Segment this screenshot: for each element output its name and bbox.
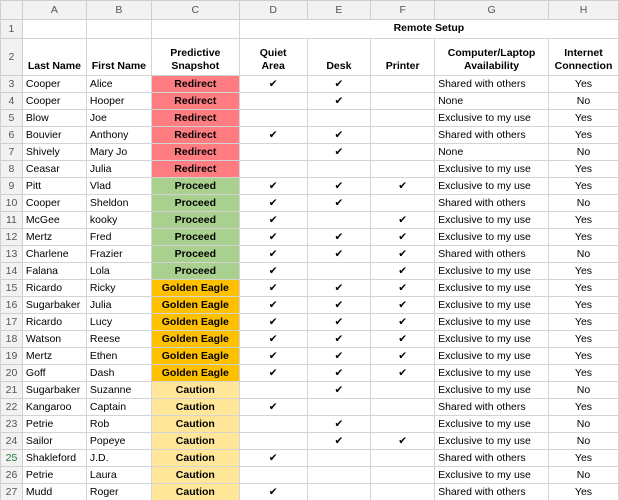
computer-availability-cell[interactable]: Shared with others: [435, 484, 549, 500]
snapshot-cell[interactable]: Redirect: [151, 127, 239, 144]
printer-cell[interactable]: [371, 450, 435, 467]
last-name-cell[interactable]: Cooper: [22, 195, 86, 212]
cell-a1[interactable]: [22, 20, 86, 39]
printer-cell[interactable]: ✔: [371, 178, 435, 195]
table-row: [1, 416, 619, 433]
desk-cell[interactable]: [307, 263, 371, 280]
table-row: [1, 127, 619, 144]
column-header-row: [1, 1, 619, 20]
snapshot-cell[interactable]: Golden Eagle: [151, 365, 239, 382]
desk-cell[interactable]: ✔: [307, 297, 371, 314]
desk-cell[interactable]: ✔: [307, 382, 371, 399]
computer-availability-cell[interactable]: Exclusive to my use: [435, 416, 549, 433]
desk-cell[interactable]: ✔: [307, 331, 371, 348]
header-row-2: [1, 39, 619, 76]
snapshot-cell[interactable]: Proceed: [151, 229, 239, 246]
printer-cell[interactable]: [371, 399, 435, 416]
first-name-cell[interactable]: Hooper: [86, 93, 151, 110]
snapshot-cell[interactable]: Redirect: [151, 110, 239, 127]
desk-cell[interactable]: [307, 161, 371, 178]
row-number[interactable]: 23: [1, 416, 23, 433]
last-name-cell[interactable]: Watson: [22, 331, 86, 348]
quiet-area-cell[interactable]: [239, 416, 307, 433]
table-row: [1, 433, 619, 450]
first-name-cell[interactable]: Suzanne: [86, 382, 151, 399]
last-name-cell[interactable]: Goff: [22, 365, 86, 382]
snapshot-cell[interactable]: Caution: [151, 484, 239, 500]
desk-cell[interactable]: ✔: [307, 246, 371, 263]
table-row: [1, 297, 619, 314]
header-line: Availability: [464, 60, 520, 72]
predictive-snapshot-header[interactable]: [151, 39, 239, 76]
table-row: [1, 93, 619, 110]
desk-cell[interactable]: ✔: [307, 280, 371, 297]
printer-cell[interactable]: ✔: [371, 314, 435, 331]
header-row-1: [1, 20, 619, 39]
cell-b1[interactable]: [86, 20, 151, 39]
printer-cell[interactable]: [371, 382, 435, 399]
first-name-cell[interactable]: Fred: [86, 229, 151, 246]
last-name-cell[interactable]: Bouvier: [22, 127, 86, 144]
column-header-d[interactable]: D: [239, 1, 307, 20]
row-number[interactable]: 21: [1, 382, 23, 399]
internet-connection-cell[interactable]: Yes: [548, 161, 618, 178]
column-header-a[interactable]: A: [22, 1, 86, 20]
row-number[interactable]: 22: [1, 399, 23, 416]
first-name-cell[interactable]: Frazier: [86, 246, 151, 263]
printer-cell[interactable]: ✔: [371, 297, 435, 314]
printer-cell[interactable]: [371, 416, 435, 433]
last-name-cell[interactable]: Charlene: [22, 246, 86, 263]
first-name-cell[interactable]: Sheldon: [86, 195, 151, 212]
table-row: [1, 263, 619, 280]
row-number[interactable]: 15: [1, 280, 23, 297]
table-row: [1, 365, 619, 382]
computer-availability-cell[interactable]: None: [435, 144, 549, 161]
row-number[interactable]: 14: [1, 263, 23, 280]
first-name-cell[interactable]: kooky: [86, 212, 151, 229]
table-row: [1, 76, 619, 93]
last-name-header[interactable]: Last Name: [22, 39, 86, 76]
snapshot-cell[interactable]: Golden Eagle: [151, 297, 239, 314]
computer-availability-cell[interactable]: Shared with others: [435, 76, 549, 93]
internet-connection-cell[interactable]: No: [548, 144, 618, 161]
table-row: [1, 246, 619, 263]
first-name-header[interactable]: First Name: [86, 39, 151, 76]
row-number[interactable]: 6: [1, 127, 23, 144]
internet-connection-cell[interactable]: No: [548, 467, 618, 484]
desk-cell[interactable]: [307, 399, 371, 416]
snapshot-cell[interactable]: Proceed: [151, 195, 239, 212]
snapshot-cell[interactable]: Caution: [151, 450, 239, 467]
computer-availability-cell[interactable]: Exclusive to my use: [435, 178, 549, 195]
quiet-area-cell[interactable]: [239, 382, 307, 399]
first-name-cell[interactable]: Captain: [86, 399, 151, 416]
internet-connection-cell[interactable]: Yes: [548, 127, 618, 144]
desk-cell[interactable]: ✔: [307, 127, 371, 144]
quiet-area-cell[interactable]: ✔: [239, 365, 307, 382]
last-name-cell[interactable]: Shively: [22, 144, 86, 161]
printer-cell[interactable]: [371, 127, 435, 144]
desk-cell[interactable]: ✔: [307, 348, 371, 365]
computer-availability-header[interactable]: [435, 39, 549, 76]
table-row: [1, 212, 619, 229]
internet-connection-cell[interactable]: Yes: [548, 314, 618, 331]
last-name-cell[interactable]: Kangaroo: [22, 399, 86, 416]
printer-cell[interactable]: ✔: [371, 348, 435, 365]
desk-cell[interactable]: ✔: [307, 93, 371, 110]
last-name-cell[interactable]: Pitt: [22, 178, 86, 195]
quiet-area-cell[interactable]: ✔: [239, 263, 307, 280]
quiet-area-cell[interactable]: [239, 144, 307, 161]
last-name-cell[interactable]: Sugarbaker: [22, 382, 86, 399]
computer-availability-cell[interactable]: Exclusive to my use: [435, 348, 549, 365]
quiet-area-cell[interactable]: [239, 433, 307, 450]
internet-connection-cell[interactable]: No: [548, 416, 618, 433]
column-header-h[interactable]: H: [548, 1, 618, 20]
last-name-cell[interactable]: Ceasar: [22, 161, 86, 178]
snapshot-cell[interactable]: Proceed: [151, 246, 239, 263]
header-line: Internet: [564, 47, 603, 59]
printer-cell[interactable]: [371, 144, 435, 161]
row-number[interactable]: 18: [1, 331, 23, 348]
printer-cell[interactable]: [371, 467, 435, 484]
snapshot-cell[interactable]: Redirect: [151, 161, 239, 178]
internet-connection-cell[interactable]: Yes: [548, 229, 618, 246]
table-row: [1, 467, 619, 484]
table-row: [1, 450, 619, 467]
table-row: [1, 484, 619, 500]
last-name-cell[interactable]: Ricardo: [22, 314, 86, 331]
quiet-area-cell[interactable]: ✔: [239, 484, 307, 500]
desk-cell[interactable]: ✔: [307, 416, 371, 433]
desk-cell[interactable]: ✔: [307, 144, 371, 161]
quiet-area-cell[interactable]: ✔: [239, 280, 307, 297]
row-number[interactable]: 8: [1, 161, 23, 178]
row-number[interactable]: 11: [1, 212, 23, 229]
internet-connection-cell[interactable]: Yes: [548, 348, 618, 365]
quiet-area-cell[interactable]: ✔: [239, 399, 307, 416]
first-name-cell[interactable]: Reese: [86, 331, 151, 348]
table-row: [1, 161, 619, 178]
desk-cell[interactable]: [307, 110, 371, 127]
internet-connection-cell[interactable]: No: [548, 195, 618, 212]
computer-availability-cell[interactable]: Shared with others: [435, 195, 549, 212]
snapshot-cell[interactable]: Golden Eagle: [151, 280, 239, 297]
first-name-cell[interactable]: Julia: [86, 297, 151, 314]
row-number[interactable]: 19: [1, 348, 23, 365]
printer-cell[interactable]: [371, 110, 435, 127]
desk-cell[interactable]: [307, 484, 371, 500]
snapshot-cell[interactable]: Golden Eagle: [151, 314, 239, 331]
printer-cell[interactable]: ✔: [371, 365, 435, 382]
first-name-cell[interactable]: Alice: [86, 76, 151, 93]
column-header-e[interactable]: E: [307, 1, 371, 20]
header-line: Quiet: [259, 47, 287, 59]
last-name-cell[interactable]: Petrie: [22, 416, 86, 433]
desk-cell[interactable]: [307, 467, 371, 484]
cell-c1[interactable]: [151, 20, 239, 39]
computer-availability-cell[interactable]: Exclusive to my use: [435, 433, 549, 450]
last-name-cell[interactable]: Mertz: [22, 348, 86, 365]
row-number[interactable]: 5: [1, 110, 23, 127]
last-name-cell[interactable]: Cooper: [22, 76, 86, 93]
quiet-area-cell[interactable]: [239, 110, 307, 127]
select-all-corner[interactable]: [1, 1, 23, 20]
quiet-area-cell[interactable]: [239, 467, 307, 484]
row-number[interactable]: 3: [1, 76, 23, 93]
first-name-cell[interactable]: Lola: [86, 263, 151, 280]
first-name-cell[interactable]: Lucy: [86, 314, 151, 331]
table-row: [1, 280, 619, 297]
desk-header[interactable]: Desk: [307, 39, 371, 76]
first-name-cell[interactable]: Popeye: [86, 433, 151, 450]
snapshot-cell[interactable]: Proceed: [151, 263, 239, 280]
internet-connection-cell[interactable]: Yes: [548, 297, 618, 314]
first-name-cell[interactable]: Joe: [86, 110, 151, 127]
row-number[interactable]: 25: [1, 450, 23, 467]
internet-connection-cell[interactable]: No: [548, 433, 618, 450]
printer-cell[interactable]: ✔: [371, 263, 435, 280]
desk-cell[interactable]: ✔: [307, 229, 371, 246]
table-row: [1, 110, 619, 127]
row-number[interactable]: 27: [1, 484, 23, 500]
quiet-area-cell[interactable]: ✔: [239, 314, 307, 331]
last-name-cell[interactable]: Sugarbaker: [22, 297, 86, 314]
printer-cell[interactable]: ✔: [371, 212, 435, 229]
internet-connection-cell[interactable]: No: [548, 246, 618, 263]
table-row: [1, 178, 619, 195]
desk-cell[interactable]: ✔: [307, 76, 371, 93]
row-number[interactable]: 24: [1, 433, 23, 450]
desk-cell[interactable]: [307, 212, 371, 229]
row-number[interactable]: 16: [1, 297, 23, 314]
quiet-area-cell[interactable]: ✔: [239, 331, 307, 348]
row-number[interactable]: 9: [1, 178, 23, 195]
last-name-cell[interactable]: Sailor: [22, 433, 86, 450]
remote-setup-header[interactable]: Remote Setup: [239, 20, 618, 39]
last-name-cell[interactable]: Cooper: [22, 93, 86, 110]
first-name-cell[interactable]: Rob: [86, 416, 151, 433]
snapshot-cell[interactable]: Golden Eagle: [151, 348, 239, 365]
printer-cell[interactable]: [371, 76, 435, 93]
printer-cell[interactable]: ✔: [371, 331, 435, 348]
row-number[interactable]: 20: [1, 365, 23, 382]
computer-availability-cell[interactable]: Exclusive to my use: [435, 212, 549, 229]
printer-cell[interactable]: [371, 484, 435, 500]
quiet-area-cell[interactable]: ✔: [239, 450, 307, 467]
snapshot-cell[interactable]: Caution: [151, 467, 239, 484]
last-name-cell[interactable]: Falana: [22, 263, 86, 280]
row-number[interactable]: 12: [1, 229, 23, 246]
computer-availability-cell[interactable]: Shared with others: [435, 399, 549, 416]
column-header-f[interactable]: F: [371, 1, 435, 20]
printer-cell[interactable]: [371, 161, 435, 178]
printer-cell[interactable]: ✔: [371, 229, 435, 246]
table-row: [1, 399, 619, 416]
first-name-cell[interactable]: Vlad: [86, 178, 151, 195]
last-name-cell[interactable]: Petrie: [22, 467, 86, 484]
internet-connection-cell[interactable]: Yes: [548, 450, 618, 467]
snapshot-cell[interactable]: Caution: [151, 416, 239, 433]
internet-connection-cell[interactable]: Yes: [548, 76, 618, 93]
first-name-cell[interactable]: Anthony: [86, 127, 151, 144]
quiet-area-cell[interactable]: ✔: [239, 127, 307, 144]
row-number[interactable]: 4: [1, 93, 23, 110]
last-name-cell[interactable]: Mudd: [22, 484, 86, 500]
last-name-cell[interactable]: Ricardo: [22, 280, 86, 297]
internet-connection-cell[interactable]: Yes: [548, 484, 618, 500]
table-row: [1, 348, 619, 365]
snapshot-cell[interactable]: Redirect: [151, 93, 239, 110]
header-line: Connection: [554, 60, 613, 72]
snapshot-cell[interactable]: Caution: [151, 399, 239, 416]
table-row: [1, 229, 619, 246]
snapshot-cell[interactable]: Proceed: [151, 212, 239, 229]
internet-connection-cell[interactable]: No: [548, 93, 618, 110]
desk-cell[interactable]: ✔: [307, 365, 371, 382]
first-name-cell[interactable]: Laura: [86, 467, 151, 484]
first-name-cell[interactable]: Ricky: [86, 280, 151, 297]
quiet-area-cell[interactable]: ✔: [239, 229, 307, 246]
desk-cell[interactable]: [307, 450, 371, 467]
last-name-cell[interactable]: Mertz: [22, 229, 86, 246]
first-name-cell[interactable]: Mary Jo: [86, 144, 151, 161]
internet-connection-cell[interactable]: Yes: [548, 331, 618, 348]
last-name-cell[interactable]: McGee: [22, 212, 86, 229]
computer-availability-cell[interactable]: Exclusive to my use: [435, 382, 549, 399]
quiet-area-cell[interactable]: [239, 93, 307, 110]
printer-cell[interactable]: [371, 195, 435, 212]
quiet-area-cell[interactable]: ✔: [239, 195, 307, 212]
computer-availability-cell[interactable]: Exclusive to my use: [435, 263, 549, 280]
first-name-cell[interactable]: J.D.: [86, 450, 151, 467]
header-line: Computer/Laptop: [447, 47, 536, 59]
computer-availability-cell[interactable]: Shared with others: [435, 127, 549, 144]
printer-header[interactable]: Printer: [371, 39, 435, 76]
computer-availability-cell[interactable]: Exclusive to my use: [435, 467, 549, 484]
computer-availability-cell[interactable]: Exclusive to my use: [435, 280, 549, 297]
quiet-area-cell[interactable]: ✔: [239, 246, 307, 263]
snapshot-cell[interactable]: Redirect: [151, 76, 239, 93]
printer-cell[interactable]: ✔: [371, 433, 435, 450]
quiet-area-cell[interactable]: [239, 161, 307, 178]
internet-connection-header[interactable]: [548, 39, 618, 76]
printer-cell[interactable]: [371, 93, 435, 110]
computer-availability-cell[interactable]: Shared with others: [435, 450, 549, 467]
internet-connection-cell[interactable]: Yes: [548, 263, 618, 280]
quiet-area-cell[interactable]: ✔: [239, 76, 307, 93]
header-line: Snapshot: [171, 60, 220, 72]
computer-availability-cell[interactable]: Exclusive to my use: [435, 314, 549, 331]
internet-connection-cell[interactable]: Yes: [548, 212, 618, 229]
row-number[interactable]: 7: [1, 144, 23, 161]
table-row: [1, 331, 619, 348]
quiet-area-cell[interactable]: ✔: [239, 212, 307, 229]
snapshot-cell[interactable]: Caution: [151, 433, 239, 450]
internet-connection-cell[interactable]: Yes: [548, 110, 618, 127]
row-number[interactable]: 13: [1, 246, 23, 263]
computer-availability-cell[interactable]: Exclusive to my use: [435, 365, 549, 382]
internet-connection-cell[interactable]: Yes: [548, 365, 618, 382]
snapshot-cell[interactable]: Golden Eagle: [151, 331, 239, 348]
row-number[interactable]: 1: [1, 20, 23, 39]
printer-cell[interactable]: ✔: [371, 246, 435, 263]
quiet-area-cell[interactable]: ✔: [239, 348, 307, 365]
last-name-cell[interactable]: Blow: [22, 110, 86, 127]
snapshot-cell[interactable]: Redirect: [151, 144, 239, 161]
internet-connection-cell[interactable]: No: [548, 382, 618, 399]
desk-cell[interactable]: ✔: [307, 195, 371, 212]
computer-availability-cell[interactable]: Exclusive to my use: [435, 110, 549, 127]
last-name-cell[interactable]: Shakleford: [22, 450, 86, 467]
computer-availability-cell[interactable]: Shared with others: [435, 246, 549, 263]
quiet-area-cell[interactable]: ✔: [239, 297, 307, 314]
computer-availability-cell[interactable]: Exclusive to my use: [435, 331, 549, 348]
snapshot-cell[interactable]: Proceed: [151, 178, 239, 195]
table-row: [1, 314, 619, 331]
column-header-b[interactable]: B: [86, 1, 151, 20]
printer-cell[interactable]: ✔: [371, 280, 435, 297]
desk-cell[interactable]: ✔: [307, 433, 371, 450]
row-number[interactable]: 26: [1, 467, 23, 484]
internet-connection-cell[interactable]: Yes: [548, 280, 618, 297]
internet-connection-cell[interactable]: Yes: [548, 399, 618, 416]
first-name-cell[interactable]: Julia: [86, 161, 151, 178]
first-name-cell[interactable]: Roger: [86, 484, 151, 500]
table-row: [1, 144, 619, 161]
first-name-cell[interactable]: Ethen: [86, 348, 151, 365]
quiet-area-header[interactable]: [239, 39, 307, 76]
computer-availability-cell[interactable]: Exclusive to my use: [435, 229, 549, 246]
table-row: [1, 195, 619, 212]
row-number[interactable]: 17: [1, 314, 23, 331]
header-line: Area: [261, 60, 285, 72]
column-header-c[interactable]: C: [151, 1, 239, 20]
internet-connection-cell[interactable]: Yes: [548, 178, 618, 195]
computer-availability-cell[interactable]: None: [435, 93, 549, 110]
computer-availability-cell[interactable]: Exclusive to my use: [435, 297, 549, 314]
computer-availability-cell[interactable]: Exclusive to my use: [435, 161, 549, 178]
row-number[interactable]: 2: [1, 39, 23, 76]
desk-cell[interactable]: ✔: [307, 178, 371, 195]
column-header-g[interactable]: G: [435, 1, 549, 20]
quiet-area-cell[interactable]: ✔: [239, 178, 307, 195]
first-name-cell[interactable]: Dash: [86, 365, 151, 382]
desk-cell[interactable]: ✔: [307, 314, 371, 331]
snapshot-cell[interactable]: Caution: [151, 382, 239, 399]
table-row: [1, 382, 619, 399]
row-number[interactable]: 10: [1, 195, 23, 212]
header-line: Predictive: [170, 47, 221, 59]
